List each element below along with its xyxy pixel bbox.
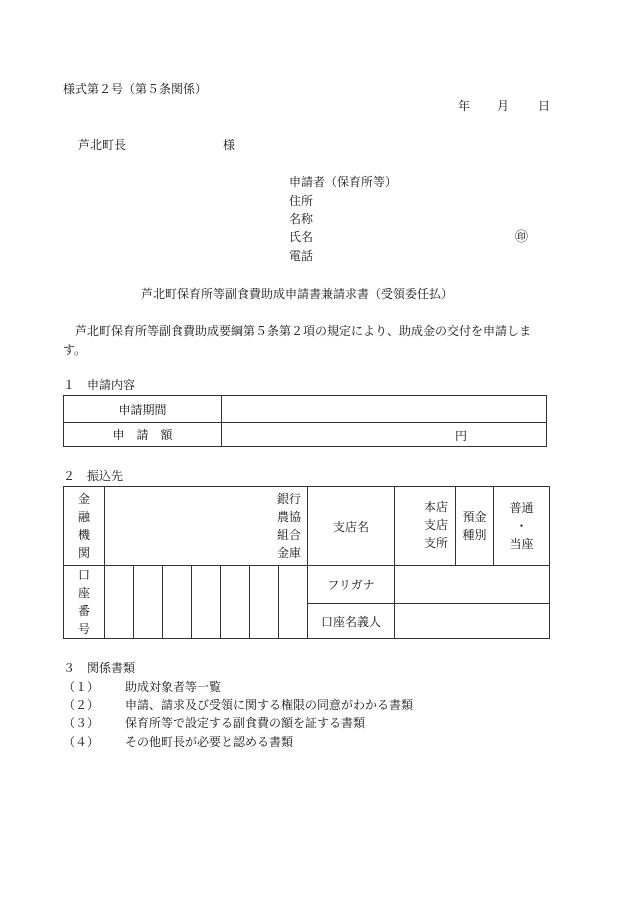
doc-item-1-text: 助成対象者等一覧 (125, 680, 222, 694)
account-kind-futsu: 普通 (509, 501, 534, 515)
application-content-table (63, 395, 547, 447)
section2-heading: ２ 振込先 (63, 469, 124, 483)
addressee-name: 芦北町長 (78, 138, 127, 152)
table-row (64, 423, 547, 447)
bank-name-cell[interactable] (105, 487, 308, 566)
period-value[interactable] (222, 396, 547, 423)
document-title: 芦北町保育所等副食費助成申請書兼請求書（受領委任払） (141, 287, 454, 301)
account-digit-2[interactable] (134, 566, 163, 639)
doc-item-4-text: その他町長が必要と認める書類 (125, 735, 294, 749)
amount-unit[interactable]: 円 (222, 423, 547, 447)
account-kind-separator: ・ (515, 519, 528, 533)
doc-item-2-text: 申請、請求及び受領に関する権限の同意がわかる書類 (125, 698, 414, 712)
deposit-type-label: 預金種別 (456, 487, 494, 566)
doc-item-2-num: （２） (63, 698, 100, 712)
section3-heading: ３ 関係書類 (63, 661, 136, 675)
body-paragraph: 芦北町保育所等副食費助成要綱第５条第２項の規定により、助成金の交付を申請します。 (63, 324, 532, 357)
period-label: 申請期間 (64, 396, 222, 423)
account-kind-toza: 当座 (509, 537, 534, 551)
financial-institution-label: 金融機関 (64, 487, 105, 566)
account-digit-4[interactable] (192, 566, 221, 639)
applicant-heading: 申請者（保育所等） (289, 175, 398, 189)
doc-item-3-text: 保育所等で設定する副食費の額を証する書類 (125, 716, 366, 730)
doc-item-4-num: （４） (63, 735, 100, 749)
doc-item-1-num: （１） (63, 680, 100, 694)
account-holder-label: 口座名義人 (308, 604, 395, 639)
table-row (64, 396, 547, 423)
account-digit-1[interactable] (105, 566, 134, 639)
amount-label: 申 請 額 (64, 423, 222, 447)
applicant-entity-label: 名称 (289, 212, 314, 226)
bank-transfer-table (63, 486, 550, 639)
office-type-label: 本店支店支所 (424, 500, 449, 550)
applicant-address-label: 住所 (289, 194, 314, 208)
table-row (64, 487, 550, 566)
section1-heading: １ 申請内容 (63, 378, 136, 392)
doc-item-3-num: （３） (63, 716, 100, 730)
branch-type-cell[interactable] (395, 487, 456, 566)
branch-name-label: 支店名 (308, 487, 395, 566)
account-digit-5[interactable] (221, 566, 250, 639)
date-month: 月 (497, 99, 510, 113)
applicant-person-label: 氏名 (289, 230, 314, 244)
account-kind-options[interactable] (494, 487, 550, 566)
account-digit-7[interactable] (279, 566, 308, 639)
bank-type-label: 銀行農協組合金庫 (277, 492, 302, 560)
account-digit-3[interactable] (163, 566, 192, 639)
applicant-phone-label: 電話 (289, 249, 314, 263)
table-row (64, 566, 550, 604)
account-holder-value[interactable] (395, 604, 550, 639)
furigana-value[interactable] (395, 566, 550, 604)
addressee-honorific: 様 (223, 138, 236, 152)
account-digit-6[interactable] (250, 566, 279, 639)
account-number-label: 口座番号 (64, 566, 105, 639)
date-year: 年 (458, 99, 471, 113)
furigana-label: フリガナ (308, 566, 395, 604)
date-day: 日 (538, 99, 551, 113)
seal-mark: ㊞ (515, 230, 529, 245)
form-id: 様式第２号（第５条関係） (63, 82, 208, 96)
